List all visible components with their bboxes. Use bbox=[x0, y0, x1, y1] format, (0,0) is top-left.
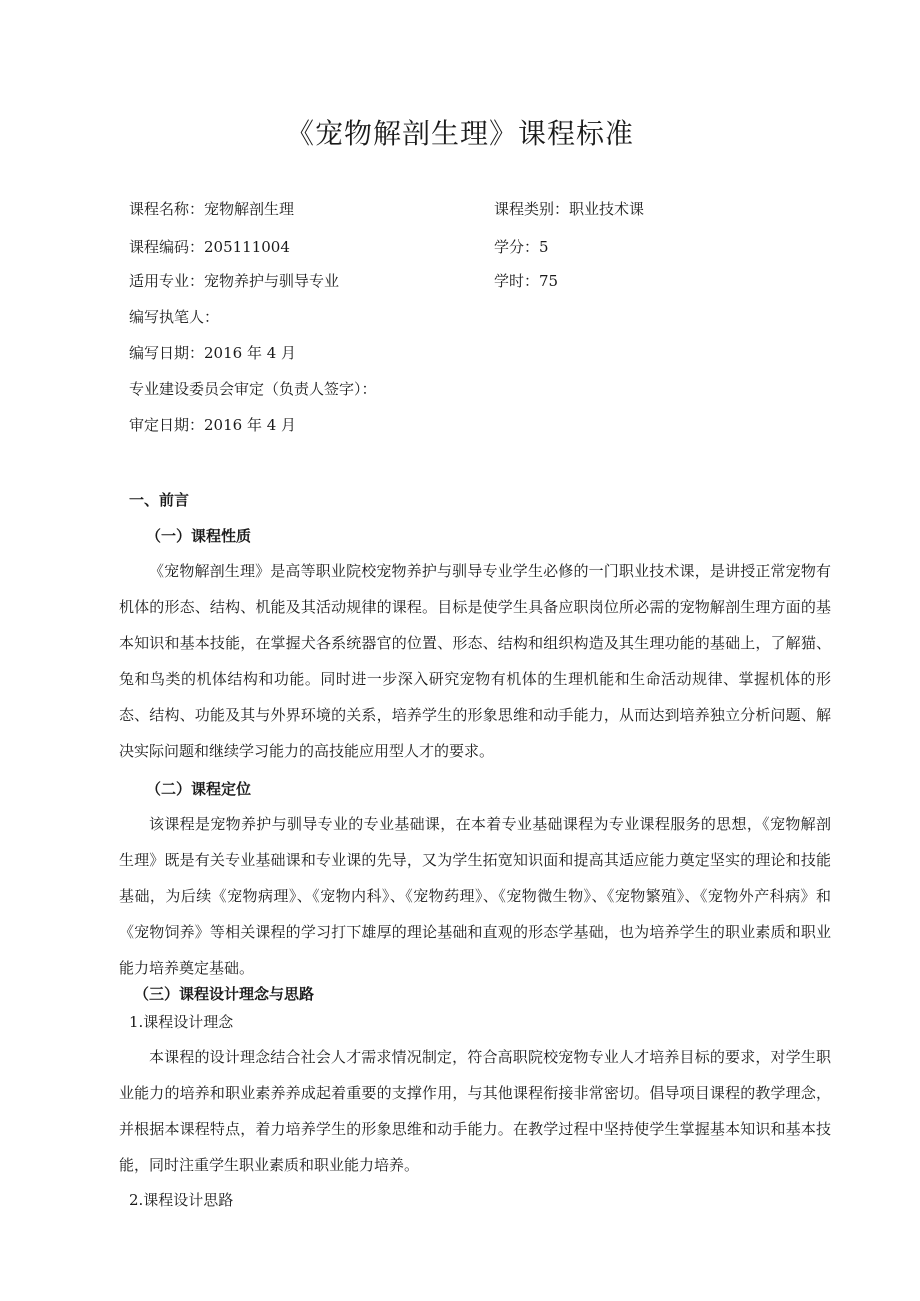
applicable-major: 适用专业：宠物养护与驯导专业 bbox=[129, 272, 340, 290]
review-date: 审定日期：2016 年 4 月 bbox=[129, 416, 297, 434]
course-position-text: 该课程是宠物养护与驯导专业的专业基础课，在本着专业基础课程为专业课程服务的思想，《宠物解剖生理》既是有关专业基础课和专业课的先导，又为学生拓宽知识面和提高其适应能力奠定坚实的理论和技能基础，为后续《宠物病理》、《宠物内科》、《宠物药理》、《宠物微生物》、《宠物繁殖》、《宠物外产科病》和《宠物饲养》等相关课程的学习打下雄厚的理论基础和直观的形态学基础，也为培养学生的职业素质和职业能力培养奠定基础。 bbox=[119, 815, 831, 977]
section-preface-heading: 一、前言 bbox=[129, 491, 190, 509]
course-nature-heading: （一）课程性质 bbox=[146, 527, 252, 545]
design-concept-text: 本课程的设计理念结合社会人才需求情况制定，符合高职院校宠物专业人才培养目标的要求，对学生职业能力的培养和职业素养养成起着重要的支撑作用，与其他课程衔接非常密切。倡导项目课程的教学理念，并根据本课程特点，着力培养学生的形象思维和动手能力。在教学过程中坚持使学生掌握基本知识和基本技能，同时注重学生职业素质和职业能力培养。 bbox=[119, 1048, 831, 1174]
course-nature-text: 《宠物解剖生理》是高等职业院校宠物养护与驯导专业学生必修的一门职业技术课，是讲授正常宠物有机体的形态、结构、机能及其活动规律的课程。目标是使学生具备应职岗位所必需的宠物解剖生理方面的基本知识和基本技能，在掌握犬各系统器官的位置、形态、结构和组织构造及其生理功能的基础上，了解猫、兔和鸟类的机体结构和功能。同时进一步深入研究宠物有机体的生理机能和生命活动规律、掌握机体的形态、结构、功能及其与外界环境的关系，培养学生的形象思维和动手能力，从而达到培养独立分析问题、解决实际问题和继续学习能力的高技能应用型人才的要求。 bbox=[119, 562, 831, 760]
course-credits: 学分：5 bbox=[494, 238, 549, 256]
committee-review: 专业建设委员会审定（负责人签字）： bbox=[129, 380, 377, 398]
document-title: 《宠物解剖生理》课程标准 bbox=[285, 117, 634, 150]
write-date: 编写日期：2016 年 4 月 bbox=[129, 344, 297, 362]
course-code: 课程编码：205111004 bbox=[129, 238, 290, 256]
course-type: 课程类别：职业技术课 bbox=[494, 200, 645, 218]
course-hours: 学时：75 bbox=[494, 272, 559, 290]
course-name: 课程名称：宠物解剖生理 bbox=[129, 200, 295, 218]
design-concept-subheading: 1.课程设计理念 bbox=[129, 1013, 234, 1031]
design-approach-subheading: 2.课程设计思路 bbox=[129, 1191, 234, 1209]
course-position-heading: （二）课程定位 bbox=[146, 780, 252, 798]
course-design-heading: （三）课程设计理念与思路 bbox=[134, 985, 315, 1003]
author: 编写执笔人： bbox=[129, 308, 220, 326]
